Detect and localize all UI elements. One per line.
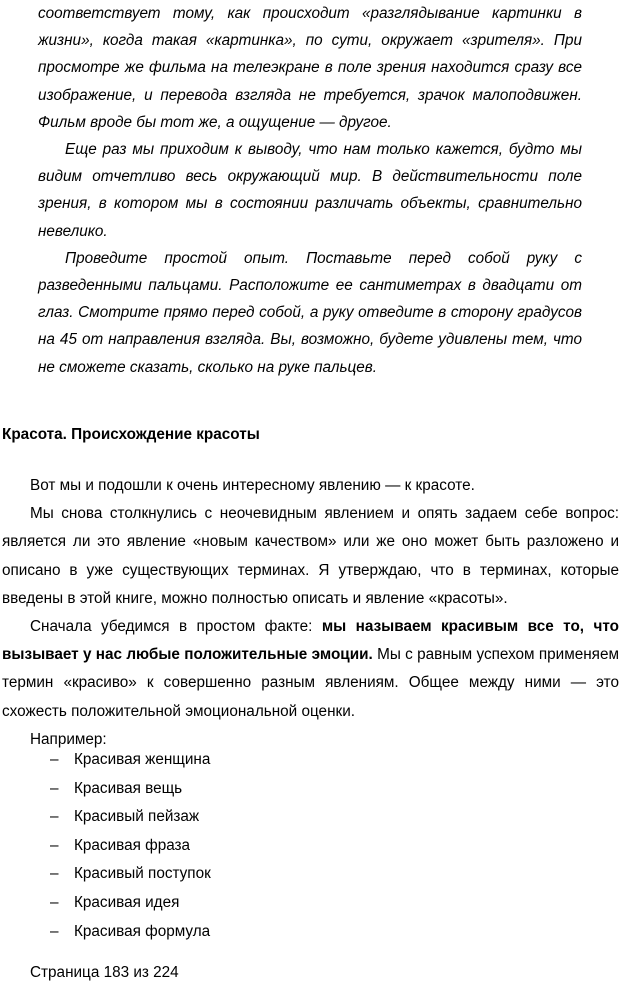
body-paragraph-2: Мы снова столкнулись с неочевидным явлением и опять задаем себе вопрос: является ли это явление «новым качеством» или же оно может быть разложено и описано в уже существующих терминах. Я утверждаю, что в терминах, которые введены в этой книге, можно полностью описать и явление «красоты». <box>2 505 619 607</box>
body-paragraph-3-end: Мы с равным успехом применяем термин «красиво» к совершенно разным явлениям. Общее между ними — это схожесть положительной эмоциональной оценки. <box>2 646 619 720</box>
body-paragraph-3-start: Сначала убедимся в простом факте: <box>30 618 322 636</box>
list-item-text: Красивая фраза <box>74 836 191 854</box>
examples-list <box>50 746 211 946</box>
body-paragraph-3-bold: мы называем красивым все то, что вызывает у нас любые положительные эмоции. <box>2 618 620 664</box>
list-item-text: Красивая идея <box>74 893 180 911</box>
list-item <box>50 775 211 804</box>
list-item <box>50 860 211 889</box>
list-item <box>50 832 211 861</box>
page-number-footer: Страница 183 из 224 <box>30 964 179 981</box>
body-paragraph-1: Вот мы и подошли к очень интересному явлению — к красоте. <box>30 477 475 494</box>
list-item-text: Красивая женщина <box>74 751 211 768</box>
list-dash: – <box>50 751 59 768</box>
list-dash: – <box>50 893 59 911</box>
section-body <box>2 472 619 754</box>
list-dash: – <box>50 808 59 826</box>
list-dash: – <box>50 922 59 940</box>
italic-paragraph-3: Проведите простой опыт. Поставьте перед собой руку с разведенными пальцами. Расположите ее сантиметрах в двадцати от глаз. Смотрите прямо перед собой, а руку отведите в сторону градусов на 45 от направления взгляда. Вы, возможно, будете удивлены тем, что не сможете сказать, сколько на руке пальцев. <box>38 249 582 376</box>
body-paragraph-3 <box>2 613 619 726</box>
list-dash: – <box>50 865 59 883</box>
list-dash: – <box>50 779 59 797</box>
list-item <box>50 803 211 832</box>
section-heading: Красота. Происхождение красоты <box>2 426 260 443</box>
italic-paragraph-2: Еще раз мы приходим к выводу, что нам только кажется, будто мы видим отчетливо весь окружающий мир. В действительности поле зрения, в котором мы в состоянии различать объекты, сравнительно невелико. <box>38 141 582 240</box>
list-item-text: Красивый пейзаж <box>74 808 200 826</box>
list-dash: – <box>50 836 59 854</box>
list-item-text: Красивый поступок <box>74 865 211 883</box>
list-item <box>50 746 211 775</box>
italic-paragraph-1: соответствует тому, как происходит «разглядывание картинки в жизни», когда такая «картинка», по сути, окружает «зрителя». При просмотре же фильма на телеэкране в поле зрения находится сразу все изображение, и перевода взгляда не требуется, зрачок малоподвижен. Фильм вроде бы тот же, а ощущение — другое. <box>38 5 582 131</box>
list-item-text: Красивая вещь <box>74 779 183 797</box>
list-item-text: Красивая формула <box>74 922 211 940</box>
italic-excerpt <box>38 0 582 381</box>
example-lead: Например: <box>30 730 107 748</box>
list-item <box>50 918 211 947</box>
list-item <box>50 889 211 918</box>
